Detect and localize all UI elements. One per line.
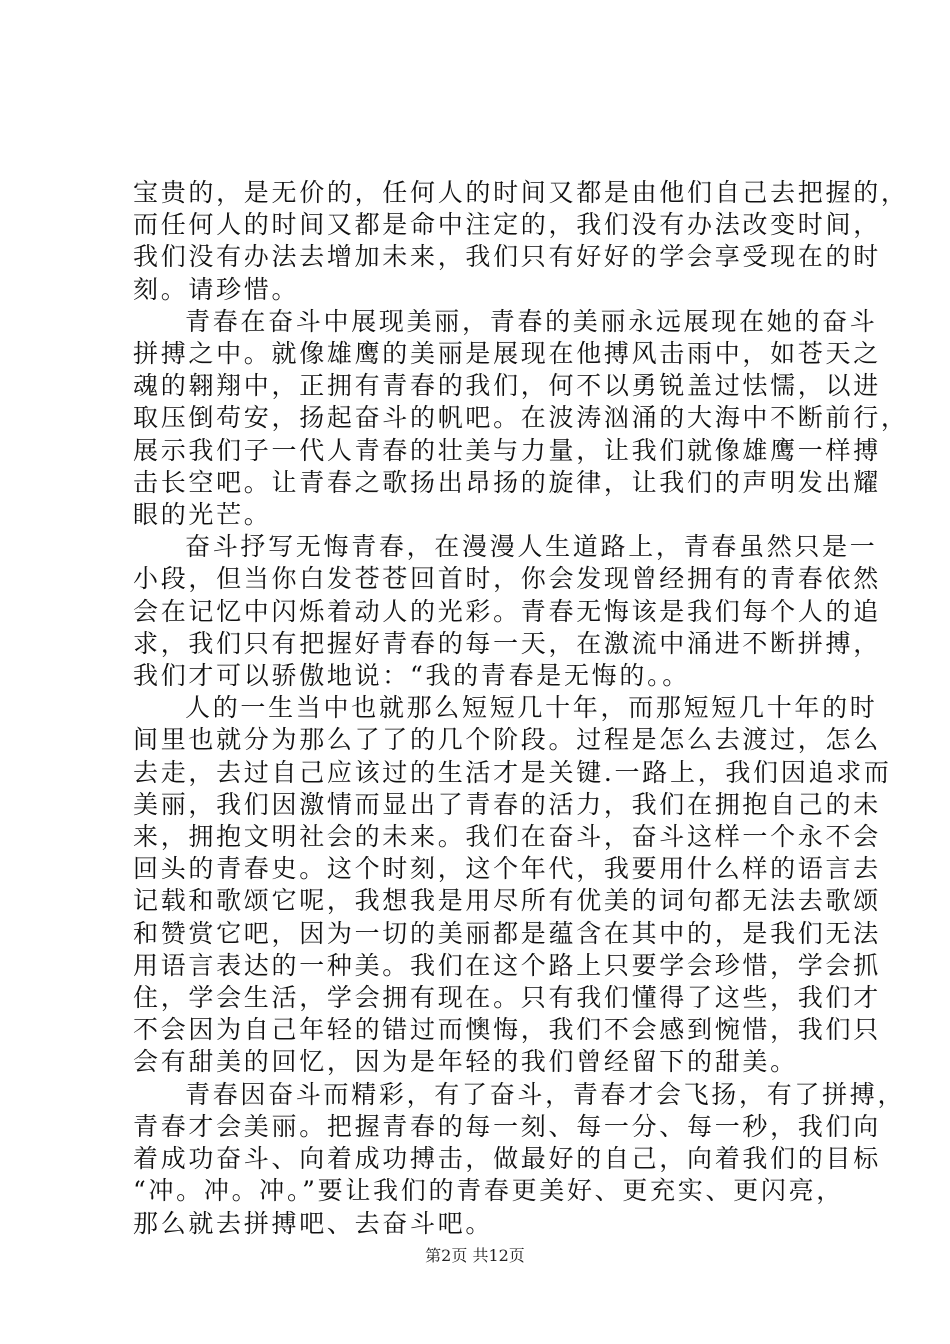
- text-line: 魂的翱翔中，正拥有青春的我们，何不以勇锐盖过怯懦，以进: [133, 371, 881, 401]
- text-line: 击长空吧。让青春之歌扬出昂扬的旋律，让我们的声明发出耀: [133, 467, 881, 497]
- text-line: 青春在奋斗中展现美丽，青春的美丽永远展现在她的奋斗: [185, 306, 878, 336]
- text-line: 我们才可以骄傲地说：“我的青春是无悔的。。: [133, 661, 690, 691]
- text-line: 间里也就分为那么了了的几个阶段。过程是怎么去渡过，怎么: [133, 725, 881, 755]
- text-line: 和赞赏它吧，因为一切的美丽都是蕴含在其中的，是我们无法: [133, 918, 881, 948]
- text-line: 求，我们只有把握好青春的每一天，在激流中涌进不断拼搏，: [133, 628, 881, 658]
- paragraph: [133, 177, 909, 306]
- text-line: 美丽，我们因激情而显出了青春的活力，我们在拥抱自己的未: [133, 789, 881, 819]
- text-line: 展示我们子一代人青春的壮美与力量，让我们就像雄鹰一样搏: [133, 435, 881, 465]
- text-line: 回头的青春史。这个时刻，这个年代，我要用什么样的语言去: [133, 854, 881, 884]
- paragraph: [133, 531, 881, 692]
- text-line: 住，学会生活，学会拥有现在。只有我们懂得了这些，我们才: [133, 983, 881, 1013]
- article-body: [133, 177, 909, 1240]
- text-line: 记载和歌颂它呢，我想我是用尽所有优美的词句都无法去歌颂: [133, 886, 881, 916]
- text-line: 用语言表达的一种美。我们在这个路上只要学会珍惜，学会抓: [133, 950, 881, 980]
- text-line: 人的一生当中也就那么短短几十年，而那短短几十年的时: [185, 693, 878, 723]
- page-number: 第2页 共12页: [425, 1246, 525, 1265]
- text-line: 取压倒苟安，扬起奋斗的帆吧。在波涛汹涌的大海中不断前行，: [133, 403, 909, 433]
- paragraph: [133, 692, 892, 1078]
- page-footer: [0, 1243, 950, 1266]
- text-line: 去走，去过自己应该过的生活才是关键.一路上，我们因追求而: [133, 757, 892, 787]
- paragraph: [133, 306, 909, 531]
- text-line: 青春因奋斗而精彩，有了奋斗，青春才会飞扬，有了拼搏，: [185, 1079, 906, 1109]
- text-line: 而任何人的时间又都是命中注定的，我们没有办法改变时间，: [133, 210, 881, 240]
- paragraph: [133, 1079, 906, 1240]
- text-line: 宝贵的，是无价的，任何人的时间又都是由他们自己去把握的，: [133, 178, 909, 207]
- text-line: “冲。冲。冲。”要让我们的青春更美好、更充实、更闪亮，: [133, 1176, 844, 1206]
- text-line: 奋斗抒写无悔青春，在漫漫人生道路上，青春虽然只是一: [185, 532, 878, 562]
- text-line: 那么就去拼搏吧、去奋斗吧。: [133, 1208, 494, 1238]
- text-line: 着成功奋斗、向着成功搏击，做最好的自己，向着我们的目标: [133, 1144, 881, 1174]
- text-line: 青春才会美丽。把握青春的每一刻、每一分、每一秒，我们向: [133, 1111, 881, 1141]
- text-line: 刻。请珍惜。: [133, 274, 300, 304]
- text-line: 会有甜美的回忆，因为是年轻的我们曾经留下的甜美。: [133, 1047, 798, 1077]
- text-line: 会在记忆中闪烁着动人的光彩。青春无悔该是我们每个人的追: [133, 596, 881, 626]
- text-line: 我们没有办法去增加未来，我们只有好好的学会享受现在的时: [133, 242, 881, 272]
- text-line: 拼搏之中。就像雄鹰的美丽是展现在他搏风击雨中，如苍天之: [133, 339, 881, 369]
- text-line: 来，拥抱文明社会的未来。我们在奋斗，奋斗这样一个永不会: [133, 822, 881, 852]
- text-line: 小段，但当你白发苍苍回首时，你会发现曾经拥有的青春依然: [133, 564, 881, 594]
- text-line: 眼的光芒。: [133, 500, 272, 530]
- text-line: 不会因为自己年轻的错过而懊悔，我们不会感到惋惜，我们只: [133, 1015, 881, 1045]
